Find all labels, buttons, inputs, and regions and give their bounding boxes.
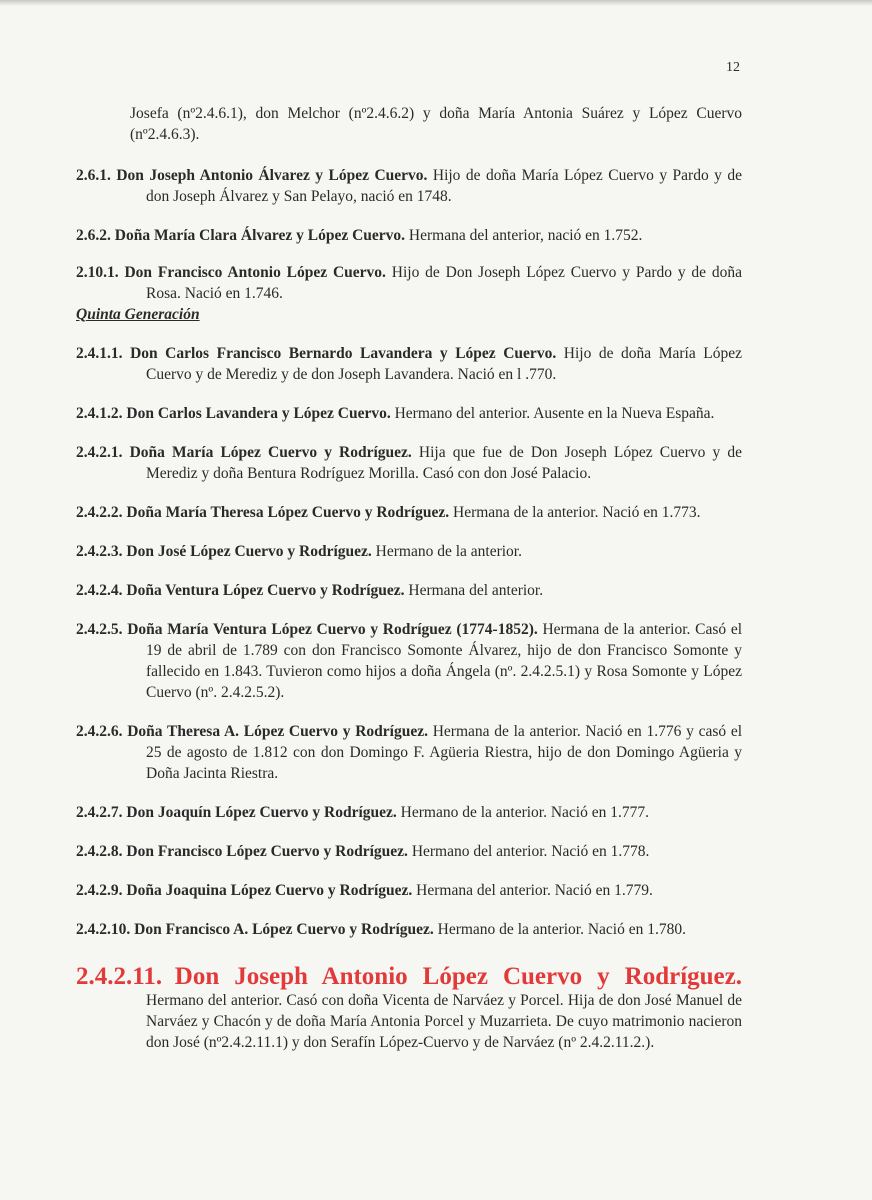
highlighted-number: 2.4.2.11. (76, 962, 163, 990)
document-body (76, 103, 742, 1071)
genealogy-entry: 2.4.2.1. Doña María López Cuervo y Rodríguez. Hija que fue de Don Joseph López Cuervo y de Merediz y doña Bentura Rodríguez Morilla. Casó con don José Palacio. (76, 443, 742, 482)
genealogy-entry: 2.4.2.8. Don Francisco López Cuervo y Rodríguez. Hermano del anterior. Nació en 1.778. (76, 842, 650, 860)
highlighted-name: Don Joseph Antonio López Cuervo y Rodríguez. (174, 962, 743, 990)
intro-paragraph: Josefa (nº2.4.6.1), don Melchor (nº2.4.6.2) y doña María Antonia Suárez y López Cuervo (nº2.4.6.3). (130, 105, 742, 143)
page-edge (0, 0, 872, 6)
highlighted-entry: 2.4.2.11. Don Joseph Antonio López Cuervo y Rodríguez. Hermano del anterior. Casó con doña Vicenta de Narváez y Porcel. Hija de don José Manuel de Narváez y Chacón y de doña María Antonia Porcel y Muzarrieta. De cuyo matrimonio nacieron don José (nº2.4.2.11.1) y don Serafín López-Cuervo y de Narváez (nº 2.4.2.11.2.). (76, 962, 743, 1051)
genealogy-entry: 2.4.2.7. Don Joaquín López Cuervo y Rodríguez. Hermano de la anterior. Nació en 1.777. (76, 803, 649, 821)
genealogy-entry: 2.4.1.1. Don Carlos Francisco Bernardo Lavandera y López Cuervo. Hijo de doña María López Cuervo y de Merediz y de don Joseph Lavandera. Nació en l .770. (76, 344, 743, 383)
genealogy-entry: 2.6.1. Don Joseph Antonio Álvarez y López Cuervo. Hijo de doña María López Cuervo y Pardo y de don Joseph Álvarez y San Pelayo, nació en 1748. (76, 167, 743, 205)
genealogy-entry: 2.4.2.4. Doña Ventura López Cuervo y Rodríguez. Hermana del anterior. (76, 581, 544, 599)
genealogy-entry: 2.4.1.2. Don Carlos Lavandera y López Cuervo. Hermano del anterior. Ausente en la Nueva España. (76, 404, 715, 422)
genealogy-entry: 2.6.2. Doña María Clara Álvarez y López Cuervo. Hermana del anterior, nació en 1.752. (76, 227, 643, 244)
genealogy-entry: 2.4.2.9. Doña Joaquina López Cuervo y Rodríguez. Hermana del anterior. Nació en 1.779. (76, 881, 653, 899)
genealogy-entry: 2.10.1. Don Francisco Antonio López Cuervo. Hijo de Don Joseph López Cuervo y Pardo y de doña Rosa. Nació en 1.746. (76, 263, 743, 302)
section-heading: Quinta Generación (76, 305, 200, 323)
genealogy-entry: 2.4.2.5. Doña María Ventura López Cuervo y Rodríguez (1774-1852). Hermana de la anterior. Casó el 19 de abril de 1.789 con don Francisco Somonte Álvarez, hijo de don Francisco Somonte y fallecido en 1.843. Tuvieron como hijos a doña Ángela (nº. 2.4.2.5.1) y Rosa Somonte y López Cuervo (nº. 2.4.2.5.2). (76, 620, 743, 701)
page-number: 12 (726, 60, 740, 75)
genealogy-entry: 2.4.2.10. Don Francisco A. López Cuervo y Rodríguez. Hermano de la anterior. Nació en 1.780. (76, 920, 686, 938)
genealogy-entry: 2.4.2.6. Doña Theresa A. López Cuervo y Rodríguez. Hermana de la anterior. Nació en 1.776 y casó el 25 de agosto de 1.812 con don Domingo F. Agüeria Riestra, hijo de don Domingo Agüeria y Doña Jacinta Riestra. (76, 722, 743, 782)
genealogy-entry: 2.4.2.3. Don José López Cuervo y Rodríguez. Hermano de la anterior. (76, 542, 522, 560)
genealogy-entry: 2.4.2.2. Doña María Theresa López Cuervo y Rodríguez. Hermana de la anterior. Nació en 1.773. (76, 503, 701, 521)
